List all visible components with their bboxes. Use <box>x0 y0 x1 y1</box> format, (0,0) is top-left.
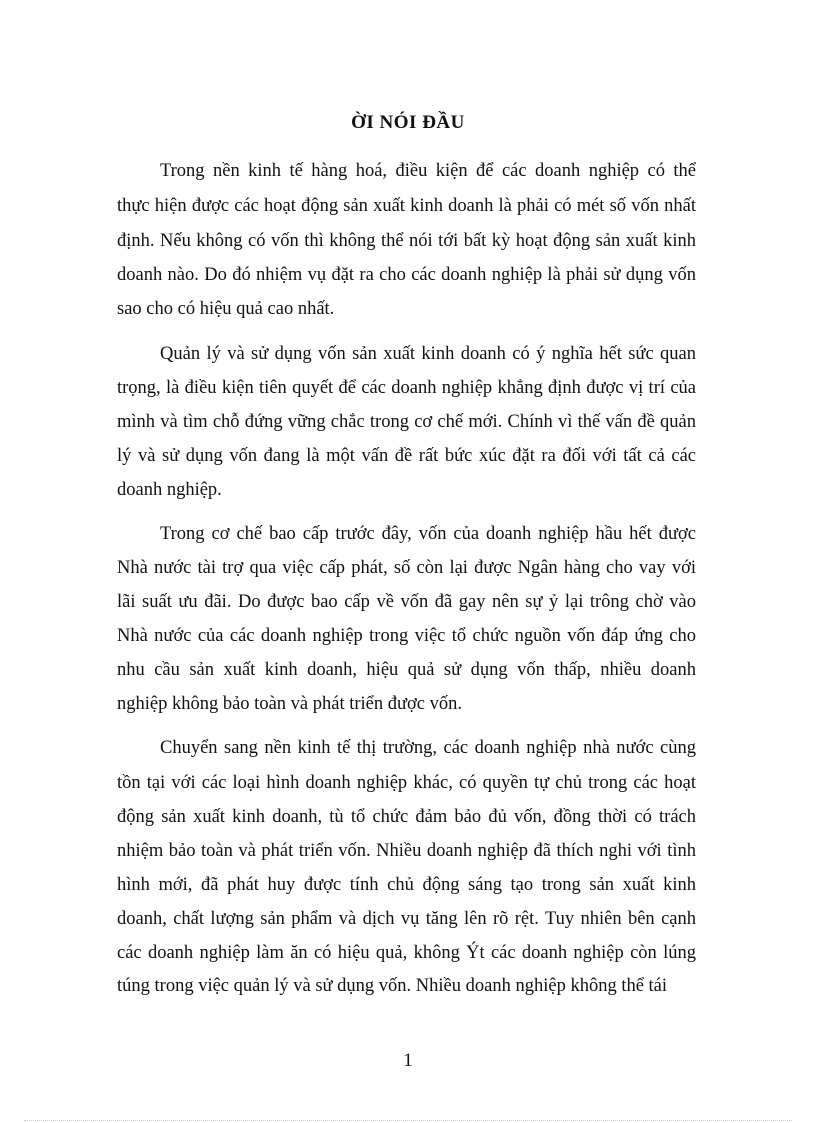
paragraph-4-line-8: túng trong việc quản lý và sử dụng vốn. Nhiều doanh nghiệp không thể tái <box>117 976 668 996</box>
paragraph-4-line-4: nhiệm bảo toàn và phát triển vốn. Nhiều doanh nghiệp đã thích nghi với tình <box>117 841 696 861</box>
paragraph-3-line-2: Nhà nước tài trợ qua việc cấp phát, số còn lại được Ngân hàng cho vay với <box>117 558 696 578</box>
paragraph-3-line-4: Nhà nước của các doanh nghiệp trong việc tổ chức nguồn vốn đáp ứng cho <box>117 626 696 646</box>
paragraph-2-line-2: trọng, là điều kiện tiên quyết để các doanh nghiệp khẳng định được vị trí của <box>117 378 696 398</box>
paragraph-3-line-3: lãi suất ưu đãi. Do được bao cấp về vốn đã gay nên sự ỷ lại trông chờ vào <box>117 592 696 612</box>
paragraph-1-line-1: Trong nền kinh tế hàng hoá, điều kiện để các doanh nghiệp có thể <box>160 161 696 181</box>
paragraph-4-line-5: hình mới, đã phát huy được tính chủ động sáng tạo trong sản xuất kinh <box>117 875 696 895</box>
paragraph-4-line-6: doanh, chất lượng sản phẩm và dịch vụ tăng lên rõ rệt. Tuy nhiên bên cạnh <box>117 909 696 929</box>
paragraph-3-line-6: nghiệp không bảo toàn và phát triển được vốn. <box>117 694 463 714</box>
paragraph-3-line-5: nhu cầu sản xuất kinh doanh, hiệu quả sử dụng vốn thấp, nhiều doanh <box>117 660 696 680</box>
paragraph-4-line-3: động sản xuất kinh doanh, tù tổ chức đảm bảo đủ vốn, đồng thời có trách <box>117 807 696 827</box>
page-title: ỜI NÓI ĐẦU <box>351 112 465 133</box>
paragraph-4-line-7: các doanh nghiệp làm ăn có hiệu quả, không Ýt các doanh nghiệp còn lúng <box>117 943 696 963</box>
paragraph-1-line-5: sao cho có hiệu quả cao nhất. <box>117 299 335 319</box>
paragraph-1-line-3: định. Nếu không có vốn thì không thể nói tới bất kỳ hoạt động sản xuất kinh <box>117 231 696 251</box>
paragraph-2-line-1: Quản lý và sử dụng vốn sản xuất kinh doanh có ý nghĩa hết sức quan <box>160 344 696 364</box>
page-bottom-divider <box>24 1120 792 1121</box>
paragraph-2-line-5: doanh nghiệp. <box>117 480 222 500</box>
paragraph-2-line-4: lý và sử dụng vốn đang là một vấn đề rất bức xúc đặt ra đối với tất cả các <box>117 446 696 466</box>
paragraph-2-line-3: mình và tìm chỗ đứng vững chắc trong cơ chế mới. Chính vì thế vấn đề quản <box>117 412 696 432</box>
paragraph-3-line-1: Trong cơ chế bao cấp trước đây, vốn của doanh nghiệp hầu hết được <box>160 524 696 544</box>
paragraph-4-line-1: Chuyển sang nền kinh tế thị trường, các doanh nghiệp nhà nước cùng <box>160 738 696 758</box>
page-number: 1 <box>403 1050 413 1071</box>
paragraph-1-line-4: doanh nào. Do đó nhiệm vụ đặt ra cho các doanh nghiệp là phải sử dụng vốn <box>117 265 696 285</box>
paragraph-4-line-2: tồn tại với các loại hình doanh nghiệp khác, có quyền tự chủ trong các hoạt <box>117 773 696 793</box>
paragraph-1-line-2: thực hiện được các hoạt động sản xuất kinh doanh là phải có mét số vốn nhất <box>117 196 696 216</box>
